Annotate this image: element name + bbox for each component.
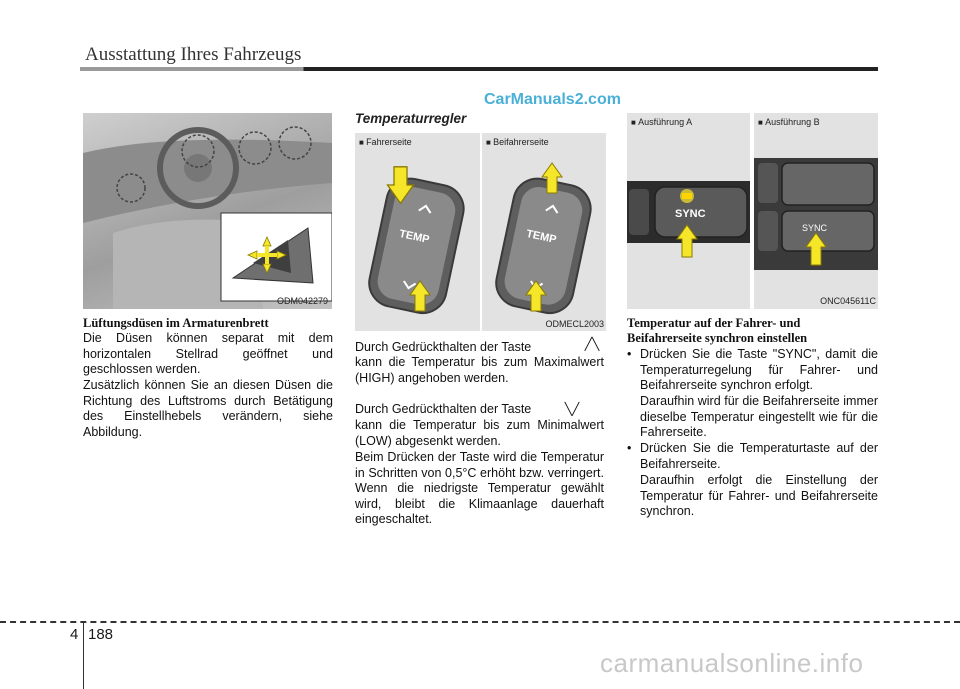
temp-figure-passenger <box>482 133 606 331</box>
footer-divider <box>0 621 960 623</box>
tag-driver: ■ Fahrerseite <box>359 137 412 147</box>
vent-figure <box>83 113 332 309</box>
page-number-divider <box>83 621 84 689</box>
temp-label-passenger: TEMP <box>525 227 558 247</box>
figure-code: ODMECL2003 <box>545 319 604 329</box>
figure-code: ODM042279 <box>276 296 328 306</box>
sync-bullet-1: Drücken Sie die Taste "SYNC", damit die Temperaturregelung für Fahrer- und Beifahrerseite synchron erfolgt. <box>640 347 878 392</box>
sync-caption: Temperatur auf der Fahrer- und Beifahrerseite synchron einstellen <box>627 316 808 345</box>
tag-version-a: ■ Ausführung A <box>631 117 692 127</box>
temp-label-driver: TEMP <box>398 227 431 247</box>
bullet-marker-1: • <box>627 347 632 361</box>
watermark-bottom: carmanualsonline.info <box>600 648 864 678</box>
sync-bullet-2: Drücken Sie die Temperaturtaste auf der Beifahrerseite. <box>640 441 878 471</box>
temp-paragraph-2: kann die Temperatur bis zum Minimalwert (LOW) abgesenkt werden. <box>355 418 604 448</box>
vent-paragraph-2: Zusätzlich können Sie an diesen Düsen die Richtung des Luftstroms durch Betätigung des Einstellhebels verändern, siehe Abbildung. <box>83 378 333 439</box>
up-symbol: ╱╲ <box>584 337 600 351</box>
sync-label-a: SYNC <box>675 208 706 220</box>
chapter-number: 4 <box>70 626 79 643</box>
page-header-title: Ausstattung Ihres Fahrzeugs <box>85 44 302 65</box>
sync-figure-a <box>627 113 750 309</box>
temp-paragraph-1-start: Durch Gedrückthalten der Taste <box>355 340 532 354</box>
sync-bullet-2-note: Daraufhin erfolgt die Einstellung der Temperatur für Fahrer- und Beifahrerseite synchron. <box>640 473 878 518</box>
page-number: 188 <box>88 626 114 643</box>
vent-caption: Lüftungsdüsen im Armaturenbrett <box>83 316 269 330</box>
temp-paragraph-1: kann die Temperatur bis zum Maximalwert (HIGH) angehoben werden. <box>355 355 604 385</box>
sync-label-b: SYNC <box>802 223 828 233</box>
temp-paragraph-2-start: Durch Gedrückthalten der Taste <box>355 402 532 416</box>
tag-version-b: ■ Ausführung B <box>758 117 820 127</box>
tag-passenger: ■ Beifahrerseite <box>486 137 549 147</box>
sync-figure-b <box>754 113 878 309</box>
header-divider <box>80 67 878 71</box>
watermark-top: CarManuals2.com <box>484 91 621 108</box>
sync-bullet-1-note: Daraufhin wird für die Beifahrerseite immer dieselbe Temperatur eingestellt wie für die Fahrerseite. <box>640 394 878 439</box>
dashboard-illustration <box>83 113 332 309</box>
vent-paragraph-1: Die Düsen können separat mit dem horizontalen Stellrad geöffnet und geschlossen werden. <box>83 331 333 376</box>
bullet-marker-2: • <box>627 441 632 455</box>
temp-paragraph-3: Beim Drücken der Taste wird die Temperatur in Schritten von 0,5°C erhöht bzw. verringert. Wenn die niedrigste Temperatur gewählt wird, bleibt die Klimaanlage dauerhaft eingeschaltet. <box>355 450 604 526</box>
down-symbol: ╲╱ <box>564 402 580 416</box>
sync-button-b-illustration <box>754 113 878 309</box>
figure-code: ONC045611C <box>820 296 876 306</box>
temp-figure-driver <box>355 133 480 331</box>
section-title-temperature: Temperaturregler <box>355 111 467 126</box>
